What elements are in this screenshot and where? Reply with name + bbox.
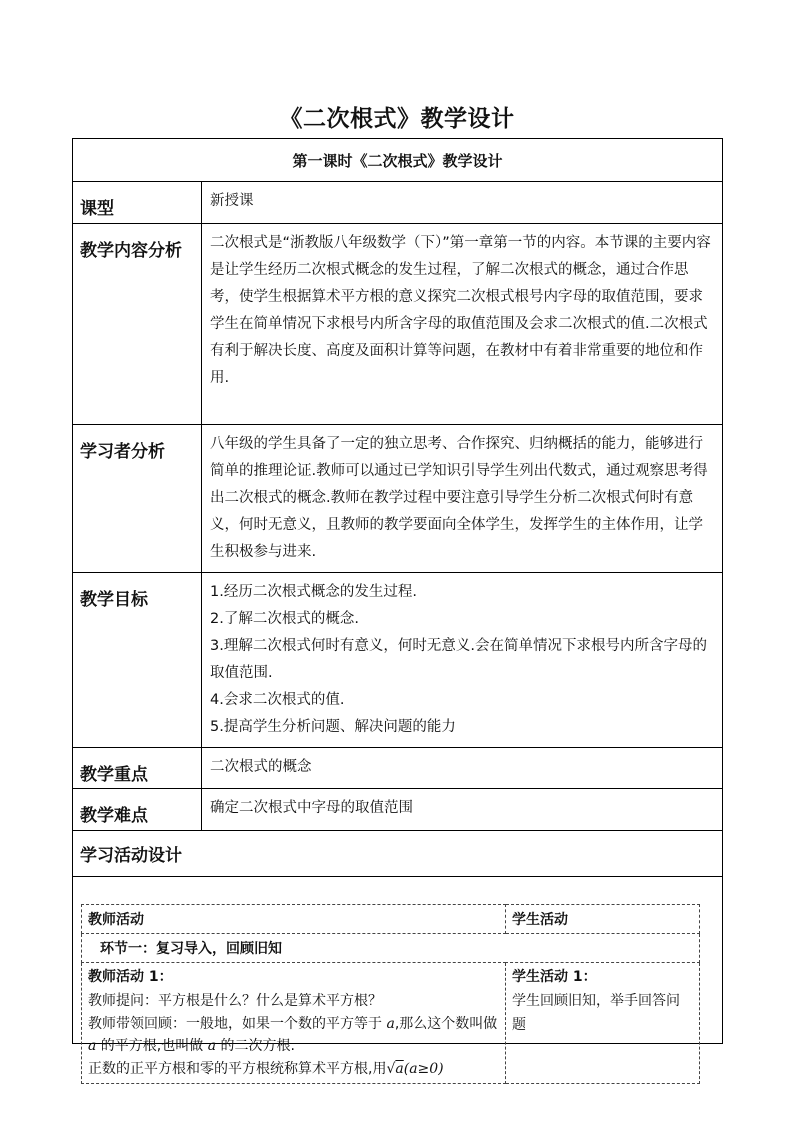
goals-list <box>202 573 723 748</box>
difficulty-row <box>73 789 723 831</box>
activity-body <box>73 877 723 1077</box>
table-subtitle: 第一课时《二次根式》教学设计 <box>73 139 723 182</box>
variable-a: a <box>395 1061 404 1077</box>
learner-analysis-row <box>73 425 723 573</box>
student-activity-title: 学生活动 1： <box>512 969 597 985</box>
activity-title-row <box>73 831 723 877</box>
activity-container <box>73 877 722 1077</box>
definition-text: 正数的正平方根和零的平方根统称算术平方根,用 <box>88 1061 387 1077</box>
variable-a: a <box>207 1038 217 1054</box>
activity-row <box>82 963 700 1084</box>
review-text-3: 的平方根,也叫做 <box>96 1038 208 1054</box>
goal-item: 2.了解二次根式的概念. <box>210 611 359 627</box>
type-row <box>73 182 723 224</box>
difficulty-label: 教学难点 <box>73 789 202 831</box>
key-point-label: 教学重点 <box>73 748 202 789</box>
key-point-row <box>73 748 723 789</box>
teacher-question: 教师提问：平方根是什么？什么是算术平方根？ <box>88 993 382 1009</box>
student-activity-cell <box>506 963 700 1084</box>
review-text-2: ,那么这个数叫做 <box>394 1016 498 1032</box>
student-activity-header: 学生活动 <box>506 905 700 934</box>
activity-design-label: 学习活动设计 <box>73 831 723 877</box>
teacher-activity-title: 教师活动 1： <box>88 969 173 985</box>
lesson-plan-table <box>72 138 723 1077</box>
variable-a: a <box>88 1038 97 1054</box>
key-point-value: 二次根式的概念 <box>202 748 723 789</box>
difficulty-value: 确定二次根式中字母的取值范围 <box>202 789 723 831</box>
subtitle-row <box>73 139 723 182</box>
segment-title: 环节一：复习导入，回顾旧知 <box>82 934 700 963</box>
activity-table <box>81 904 700 1084</box>
type-label: 课型 <box>73 182 202 224</box>
goal-item: 1.经历二次根式概念的发生过程. <box>210 584 417 600</box>
goals-label: 教学目标 <box>73 573 202 748</box>
review-text-1: 教师带领回顾：一般地，如果一个数的平方等于 <box>88 1016 387 1032</box>
learner-analysis-label: 学习者分析 <box>73 425 202 573</box>
review-text-4: 的二次方根. <box>216 1038 295 1054</box>
activity-body-row <box>73 877 723 1044</box>
teacher-review <box>88 1013 499 1057</box>
activity-header-row <box>82 905 700 934</box>
condition-text: (a≥0) <box>403 1061 444 1077</box>
arithmetic-root-definition <box>88 1057 499 1081</box>
goal-item: 4.会求二次根式的值. <box>210 692 345 708</box>
goal-item: 5.提高学生分析问题、解决问题的能力 <box>210 719 456 735</box>
type-value: 新授课 <box>202 182 723 224</box>
content-analysis-label: 教学内容分析 <box>73 224 202 425</box>
sqrt-symbol-icon: √ <box>386 1061 396 1077</box>
teacher-activity-cell <box>82 963 506 1084</box>
variable-a: a <box>386 1016 395 1032</box>
goals-row <box>73 573 723 748</box>
student-activity-text: 学生回顾旧知，举手回答问题 <box>512 993 680 1033</box>
content-analysis-text: 二次根式是“浙教版八年级数学（下）”第一章第一节的内容。本节课的主要内容是让学生经历二次根式概念的发生过程，了解二次根式的概念，通过合作思考，使学生根据算术平方根的意义探究二次根式根号内字母的取值范围，要求学生在简单情况下求根号内所含字母的取值范围及会求二次根式的值.二次根式有利于解决长度、高度及面积计算等问题，在教材中有着非常重要的地位和作用. <box>202 224 723 425</box>
learner-analysis-text: 八年级的学生具备了一定的独立思考、合作探究、归纳概括的能力，能够进行简单的推理论证.教师可以通过已学知识引导学生列出代数式，通过观察思考得出二次根式的概念.教师在教学过程中要注意引导学生分析二次根式何时有意义，何时无意义，且教师的教学要面向全体学生，发挥学生的主体作用，让学生积极参与进来. <box>202 425 723 573</box>
segment-row <box>82 934 700 963</box>
document-title: 《二次根式》教学设计 <box>279 106 515 132</box>
teacher-activity-header: 教师活动 <box>82 905 506 934</box>
content-analysis-row <box>73 224 723 425</box>
goal-item: 3.理解二次根式何时有意义，何时无意义.会在简单情况下求根号内所含字母的取值范围. <box>210 638 707 681</box>
